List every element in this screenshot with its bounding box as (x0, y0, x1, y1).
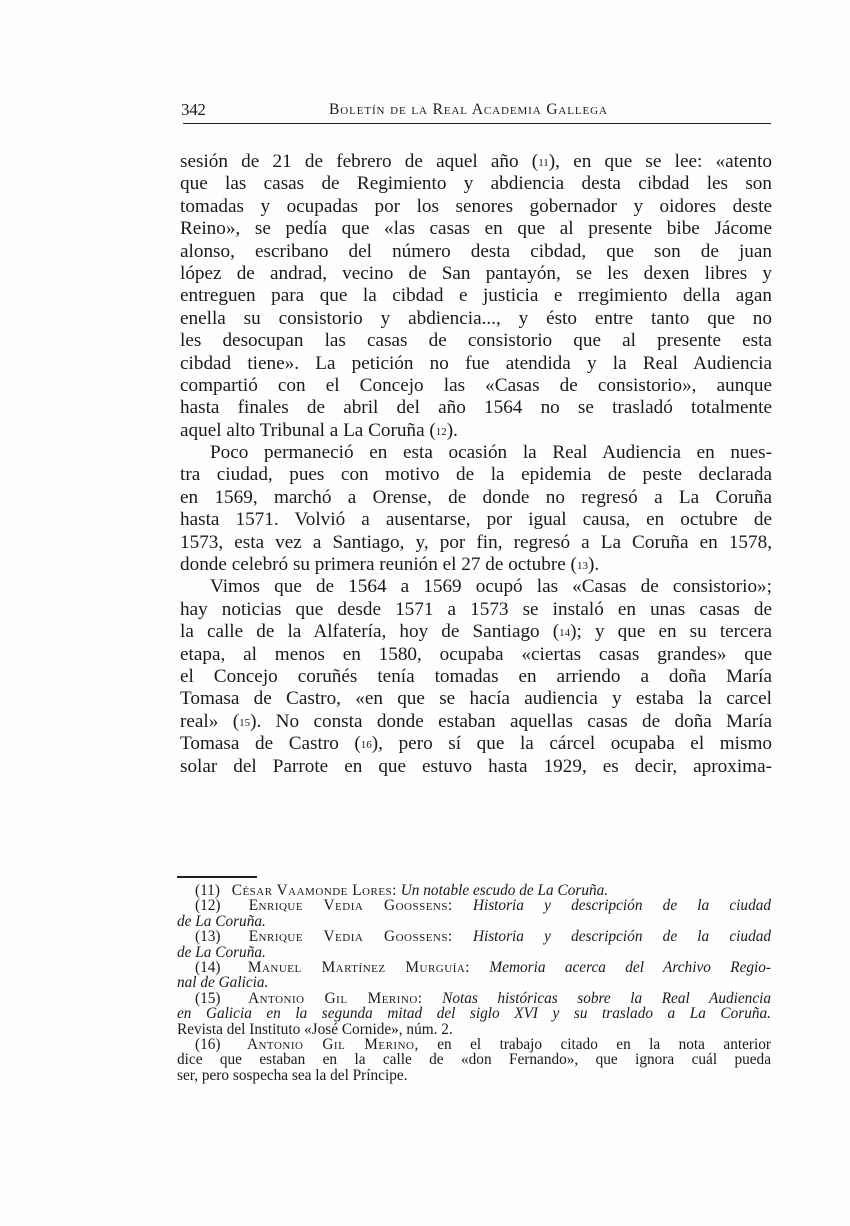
footnotes (177, 883, 771, 1083)
text-line: hasta 1571. Volvió a ausentarse, por igual causa, en octubre de (180, 509, 772, 531)
footnote-13-cont: de La Coruña. (177, 943, 266, 961)
footnote-14-cont: nal de Galicia. (177, 974, 269, 992)
page-number: 342 (181, 100, 206, 119)
text-line: Tomasa de Castro (16), pero sí que la cárcel ocupaba el mismo (180, 733, 772, 755)
text-line: enella su consistorio y abdiencia..., y ésto entre tanto que no (180, 307, 772, 329)
text-line: la calle de la Alfatería, hoy de Santiago (14); y que en su tercera (180, 621, 772, 643)
footnote-13: (13) Enrique Vedia Goossens: Historia y descripción de la ciudad (195, 928, 772, 946)
text-line: compartió con el Concejo las «Casas de consistorio», aunque (180, 374, 772, 396)
text-line: 1573, esta vez a Santiago, y, por fin, regresó a La Coruña en 1578, (180, 531, 772, 553)
footnote-15-cont2: Revista del Instituto «José Cornide», núm. 2. (177, 1020, 453, 1038)
text-line: les desocupan las casas de consistorio que al presente esta (180, 330, 772, 352)
footnote-rule (177, 876, 257, 878)
text-line: Poco permaneció en esta ocasión la Real Audiencia en nues- (210, 442, 772, 464)
text-line: sesión de 21 de febrero de aquel año (11), en que se lee: «atento (180, 151, 772, 172)
body-text (180, 151, 772, 778)
footnote-ref[interactable]: 15 (239, 716, 251, 729)
text-line: alonso, escribano del número desta cibdad, que son de juan (180, 240, 772, 262)
footnote-ref[interactable]: 13 (576, 560, 588, 573)
text-line: hasta finales de abril del año 1564 no se trasladó totalmente (180, 397, 772, 419)
text-line: tra ciudad, pues con motivo de la epidemia de peste declarada (180, 464, 772, 486)
footnote-15-cont: en Galicia en la segunda mitad del siglo XVI y su traslado a La Coruña. (177, 1005, 771, 1023)
footnote-16-cont2: ser, pero sospecha sea la del Príncipe. (177, 1066, 408, 1084)
text-line: que las casas de Regimiento y abdiencia desta cibdad les son (180, 173, 772, 195)
text-line: cibdad tiene». La petición no fue atendida y la Real Audiencia (180, 352, 772, 374)
footnote-ref[interactable]: 16 (360, 739, 372, 752)
footnote-15: (15) Antonio Gil Merino: Notas históricas sobre la Real Audiencia (195, 989, 772, 1007)
text-line: el Concejo coruñés tenía tomadas en arriendo a doña María (180, 665, 772, 687)
running-header (181, 100, 771, 122)
footnote-ref[interactable]: 12 (435, 425, 447, 438)
text-line: tomadas y ocupadas por los senores gobernador y oidores deste (180, 195, 772, 217)
text-line: solar del Parrote en que estuvo hasta 1929, es decir, aproxima- (180, 755, 772, 777)
footnote-11: (11) César Vaamonde Lores: Un notable escudo de La Coruña. (195, 882, 609, 899)
footnote-12-cont: de La Coruña. (177, 912, 266, 930)
text-line: hay noticias que desde 1571 a 1573 se instaló en unas casas de (180, 598, 772, 620)
header-rule (183, 123, 771, 124)
text-line: real» (15). No consta donde estaban aquellas casas de doña María (180, 710, 772, 732)
footnote-14: (14) Manuel Martínez Murguía: Memoria acerca del Archivo Regio- (195, 958, 772, 976)
footnote-ref[interactable]: 14 (559, 627, 571, 640)
footnote-ref[interactable]: 11 (538, 157, 549, 169)
journal-title: Boletín de la Real Academia Gallega (329, 101, 608, 118)
text-line: Reino», se pedía que «las casas en que al presente bibe Jácome (180, 218, 772, 240)
text-line: Tomasa de Castro, «en que se hacía audiencia y estaba la carcel (180, 688, 772, 710)
text-line: etapa, al menos en 1580, ocupaba «ciertas casas grandes» que (180, 643, 772, 665)
footnote-16: (16) Antonio Gil Merino, en el trabajo citado en la nota anterior (195, 1035, 771, 1053)
text-line: donde celebró su primera reunión el 27 de octubre (13). (180, 554, 600, 576)
footnote-12: (12) Enrique Vedia Goossens: Historia y descripción de la ciudad (195, 897, 772, 915)
text-line: entreguen para que la cibdad e justicia e rregimiento della agan (180, 285, 772, 307)
text-line: aquel alto Tribunal a La Coruña (12). (180, 419, 458, 441)
footnote-16-cont: dice que estaban en la calle de «don Fernando», que ignora cuál pueda (177, 1051, 771, 1069)
text-line: en 1569, marchó a Orense, de donde no regresó a La Coruña (180, 486, 772, 508)
text-line: lópez de andrad, vecino de San pantayón, se les dexen libres y (180, 262, 772, 284)
text-line: Vimos que de 1564 a 1569 ocupó las «Casas de consistorio»; (210, 576, 772, 598)
